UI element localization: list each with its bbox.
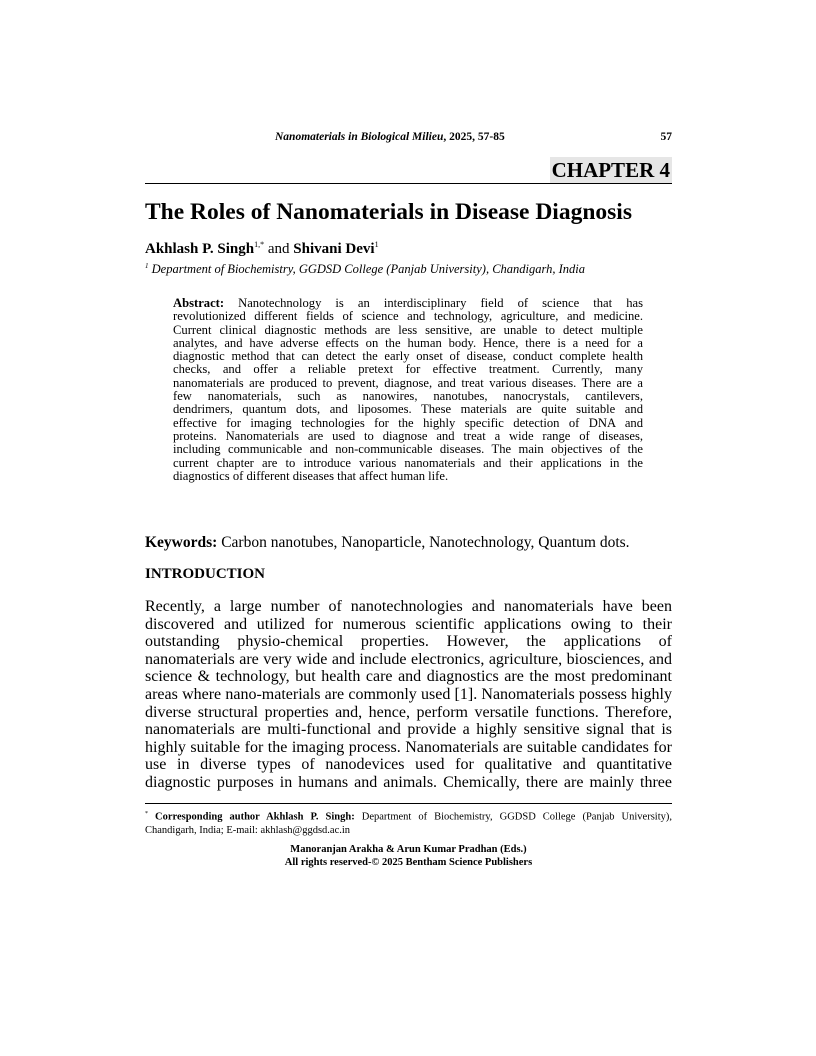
affiliation: $^1$ Department of Biochemistry, GGDSD College (Panjab University), Chandigarh, India (145, 262, 586, 277)
text-line: diagnostics of different diseases that affect human life. (173, 468, 449, 483)
text-line: diagnostic purposes in humans and animals. Chemically, there are mainly three (145, 773, 672, 791)
section-heading: INTRODUCTION (145, 566, 266, 582)
footnote-divider (145, 803, 672, 804)
text-line: nanomaterials are very wide and include electronics, agriculture, biosciences, and (145, 650, 672, 668)
footnote: * Corresponding author Akhlash P. Singh: Department of Biochemistry, GGDSD College (Panjab University), Chandigarh, India; E-mail: akhlash@ggdsd.ac.in (145, 811, 672, 836)
text-line: science & technology, but health care and diagnostics are the most predominant (145, 668, 672, 686)
text-line: analytes, and have adverse effects on the human body. Hence, there is a need for a (173, 335, 643, 350)
text-line: proteins. Nanomaterials are used to diagnose and treat a wide range of diseases, (173, 428, 643, 443)
text-line: dendrimers, quantum dots, and liposomes. These materials are quite suitable and (173, 402, 643, 417)
text-line: Recently, a large number of nanotechnologies and nanomaterials have been (145, 598, 672, 615)
publisher-info: Manoranjan Arakha & Arun Kumar Pradhan (Eds.) All rights reserved-© 2025 Bentham Science Publishers (284, 844, 533, 868)
text-line: Abstract: Nanotechnology is an interdisciplinary field of science that has (173, 296, 643, 310)
text-line: areas where nano-materials are commonly used [1]. Nanomaterials possess highly (145, 685, 672, 703)
text-line: discovered and utilized for numerous scientific applications owing to their (145, 615, 672, 633)
journal-info: Nanomaterials in Biological Milieu, 2025, 57-85 (275, 131, 505, 143)
chapter-label: CHAPTER 4 (551, 158, 670, 182)
text-line: including communicable and non-communicable diseases. The main objectives of the (173, 442, 643, 457)
text-line: checks, and offer a reliable pretext for effective treatment. Currently, many (173, 362, 643, 377)
authors: Akhlash P. Singh$^{1,*}$ and Shivani Devi$^1$ (145, 240, 379, 257)
text-line: use in diverse types of nanodevices used for qualitative and quantitative (145, 756, 672, 774)
page-number: 57 (660, 131, 672, 143)
abstract (173, 297, 643, 483)
text-line: effective for imaging technologies for the highly specific detection of DNA and (173, 415, 643, 430)
text-line: few nanomaterials, such as nanowires, nanotubes, nanocrystals, cantilevers, (173, 389, 643, 404)
text-line: revolutionized different fields of science and technology, agriculture, and medicine. (173, 309, 643, 324)
text-line: nanomaterials are produced to prevent, diagnose, and treat various diseases. There are a (173, 375, 643, 390)
text-line: current chapter are to introduce various nanomaterials and their applications in the (173, 455, 643, 470)
text-line: highly suitable for the imaging process. Nanomaterials are suitable candidates for (145, 738, 672, 756)
text-line: diagnostic method that can detect the early onset of disease, conduct complete health (173, 349, 643, 364)
text-line: outstanding physio-chemical properties. However, the applications of (145, 633, 672, 651)
text-line: diverse structural properties and, hence, perform versatile functions. Therefore, (145, 703, 672, 721)
header-divider (145, 183, 672, 184)
keywords: Keywords: Carbon nanotubes, Nanoparticle, Nanotechnology, Quantum dots. (145, 534, 630, 551)
body-text (145, 598, 672, 792)
text-line: Current clinical diagnostic methods are less sensitive, are unable to detect multiple (173, 322, 643, 337)
running-header (145, 131, 672, 145)
page-title: The Roles of Nanomaterials in Disease Diagnosis (145, 199, 632, 225)
text-line: nanomaterials are multi-functional and provide a highly sensitive signal that is (145, 721, 672, 739)
